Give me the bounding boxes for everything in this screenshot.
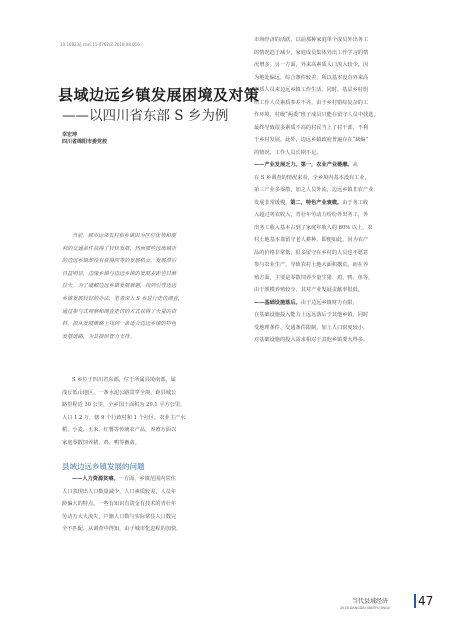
body-line: 素质人员来边远乡镇工作生活。同时，基层乡村组 [254,87,369,93]
body-line: 于乡村发展。此外，边远乡镇政府普遍存在“缺编” [254,137,369,143]
body-line: 市场经济的活跃，以前那种家庭单个成员外出务工 [254,37,369,43]
footer-accent-bar [414,594,416,608]
abstract-line: 发展道路，为其提供智力支持。 [62,333,135,340]
body-line: 的情况，工作人员长期不足。 [254,149,322,156]
footer-magazine-subtitle: 2018.DANGDAI XIANYU JINGJI [340,606,390,610]
body-line: 最终导致很多素质不高的村民当上了村干部，不利 [254,124,369,131]
body-line: 劳动力大大流失，户籍人口数与实际常住人口数完 [62,513,177,520]
author-affiliation: 四川省绵阳市委党校 [62,139,108,145]
abstract-line: 拉大。为了破解边远乡镇发展难题，找到引导边远 [62,283,177,290]
abstract-line: 的边远乡镇却没有获得同等的发展机会，发展滞后 [62,258,177,265]
body-line: ——人力资源贫瘠。一方面，乡镇范围内常住 [72,476,176,482]
body-line: 为地处偏远，综合条件较差，所以基本没有外来高 [254,74,369,81]
body-line: 由于规模养殖较少，其对产业发展贡献率很低。 [254,287,363,293]
section-heading: 县域边远乡镇发展的问题 [62,462,145,471]
body-line: S 乡位于四川省东部，位于所属县境南部，属 [72,377,176,383]
body-line: ——基础设施落后。由于边远乡镇财力有限， [254,299,358,306]
body-line: 对基础设施的投入需求相对于其他乡镇要大得多。 [254,337,369,343]
body-line: 作环境，村级“两委”班子成员只能在留守人员中找选， [254,112,379,118]
footer-magazine-name: 当代县域经济 [352,598,389,605]
abstract-line: 料，拟从发展策略上找到一条适合边远乡镇的特色 [62,321,177,328]
author-block [62,132,107,146]
abstract-line: 利的交通条件获得了较快发展，然而那些远离城市 [62,245,177,252]
body-line: ——产业发展乏力。第一，农业产业萎靡。从 [254,162,358,168]
body-line: 品的价格非常低，很多留守在乡村的人员也不愿意 [254,249,369,256]
body-line: 入超过务农收入，青壮年劳动力纷纷外出务工，外 [254,212,369,218]
body-line: 发展非常缓慢。第二，特色产业衰微。由于务工收 [254,199,369,206]
abstract [62,230,208,343]
abstract-line: 乡镇发展较好的办法，笔者深入 S 乡进行走访调查， [62,295,183,302]
body-line: 织工作人员素质参差不齐。由于乡村错综复杂的工 [254,99,369,106]
page-number: 47 [418,594,434,608]
bold-lead: ——基础设施落后。 [254,299,301,306]
body-line: 出务工收入基本占到了家庭年收入的 80% 以上，农 [254,224,373,231]
body-line: 受地理条件、交通条件限制，加上人口密度较小， [254,324,369,331]
author-name: 幸宏坤 [62,132,78,138]
body-line: 参与农业生产，导致农村土地大面积撂荒。而在养 [254,262,369,268]
body-line: 全不匹配。从调查中得知，由于城市化进程的加快， [62,526,182,532]
body-line: 人口 1.2 万，辖 9 个行政村和 1 个社区。农业主产水 [62,414,186,421]
bold-lead: ——产业发展乏力。第一，农业产业萎靡。 [254,162,353,168]
doi-line: 10.16823/j.cnki.11-4762/Z.2018.08.016 [60,42,140,47]
body-line: 第三产业多零散，加之人员外流，边远乡镇非农产业 [254,187,374,193]
body-line: 村土地基本靠留守老人耕种，即便如此，因为农产 [254,237,369,243]
bold-lead: ——人力资源贫瘠。 [72,476,119,482]
left-column [62,374,208,536]
body-line: 殖方面，主要是零散饲养少量生猪、鸡、鸭、鱼等， [254,274,374,281]
body-line: 在基础设施投入能力上远远落后于其他乡镇，同时 [254,312,369,318]
article-subtitle: ——以四川省东部 S 乡为例 [62,108,229,124]
abstract-line: 日益明显，边缘乡镇与边远乡镇的发展差距也日渐 [62,270,177,277]
body-line: 家庭零散饲养猪、鸡、鸭等畜禽。 [62,439,140,446]
abstract-line: 通过参与式观察和调查走访的方式获得了大量的资 [62,308,177,315]
body-line: 况增多。另一方面，外来高素质人口流入较少。因 [254,62,369,68]
body-line: 人口表现出人口数量减少，人口素质较差，人员年 [62,488,177,495]
article-title: 县域边远乡镇发展困境及对策 [58,86,260,104]
body-line: 龄偏大的特点。一些有知识有资金有技术的青壮年 [62,501,177,507]
abstract-line: 当前，城市运邻农村和乡镇因为区位优势和便 [72,233,176,239]
bold-lead: 第二，特色产业衰微。 [290,199,343,206]
body-line: 在 S 乡调查的情况来看，全乡境内基本没有工业， [254,174,370,181]
body-line: 稻、小麦、玉米、红薯等传统农产品，养殖方面以 [62,427,177,433]
body-line: 浅丘低山地区，一条水泥公路贯穿全境，距县城公 [62,389,177,396]
body-line: 的情况趋于减少，家庭成员集体外出工作学习的情 [254,49,369,56]
right-column [254,34,410,347]
body-line: 路里程近 30 公里，全乡国土面积为 29.1 平方公里， [62,402,186,408]
